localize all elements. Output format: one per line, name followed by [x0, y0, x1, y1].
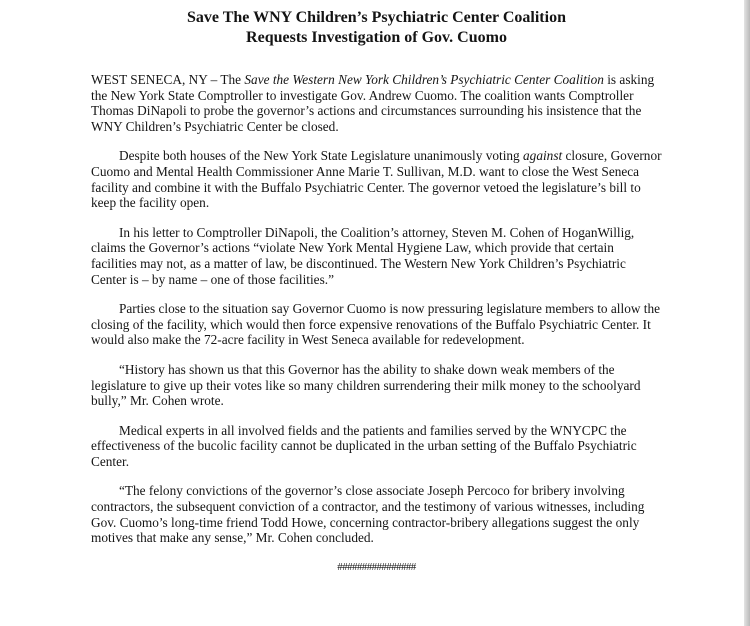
paragraph-6: Medical experts in all involved fields and the patients and families served by the WNYCPC the effectiveness of the bucolic facility cannot be duplicated in the urban setting of the Buffalo Psychiatric Center.: [91, 422, 637, 469]
title-line-2: Requests Investigation of Gov. Cuomo: [246, 29, 507, 46]
press-release-title: [91, 8, 662, 48]
page-edge-shadow: [744, 0, 750, 626]
paragraph-5: “History has shown us that this Governor has the ability to shake down weak members of the legislature to give up their votes like so many children surrendering their milk money to the schoolyard bully,” Mr. Cohen wrote.: [91, 361, 641, 409]
coalition-name: Save the Western New York Children’s Psychiatric Center Coalition: [244, 72, 604, 87]
paragraph-1: [91, 72, 662, 134]
paragraph-2-text-a: Despite both houses of the New York State Legislature unanimously voting: [119, 148, 524, 164]
emphasis-against: against: [523, 148, 563, 164]
paragraph-1-text: is asking the New York State Comptroller to investigate Gov. Andrew Cuomo. The coalition wants Comptroller Thomas DiNapoli to probe the governor’s actions and circumstances surrounding his insistence that the WNY Children’s Psychiatric Center be closed.: [91, 72, 655, 134]
paragraph-3: In his letter to Comptroller DiNapoli, the Coalition’s attorney, Steven M. Cohen of HoganWillig, claims the Governor’s actions “violate New York Mental Hygiene Law, which provide that certain facilities may not, as a matter of law, be discontinued. The Western New York Children’s Psychiatric Center is – by name – one of those facilities.”: [91, 224, 635, 287]
paragraph-2-text-b: closure, Governor Cuomo and Mental Health Commissioner Anne Marie T. Sullivan, M.D. want to close the West Seneca facility and combine it with the Buffalo Psychiatric Center. The governor vetoed the legislature’s bill to keep the facility open.: [91, 148, 662, 211]
paragraph-7: “The felony convictions of the governor’s close associate Joseph Percoco for bribery involving contractors, the subsequent conviction of a contractor, and the testimony of various witnesses, including Gov. Cuomo’s long-time friend Todd Howe, concerning contractor-bribery allegations suggest the only motives that make any sense,” Mr. Cohen concluded.: [91, 483, 645, 546]
end-mark: ################: [337, 560, 416, 573]
dateline: WEST SENECA, NY – The: [91, 72, 245, 87]
paragraph-4: Parties close to the situation say Governor Cuomo is now pressuring legislature members to allow the closing of the facility, which would then force expensive renovations of the Buffalo Psychiatric Center. It would also make the 72-acre facility in West Seneca available for redevelopment.: [91, 301, 661, 348]
paragraph-2: [91, 148, 662, 210]
title-line-1: Save The WNY Children’s Psychiatric Center Coalition: [187, 9, 566, 26]
